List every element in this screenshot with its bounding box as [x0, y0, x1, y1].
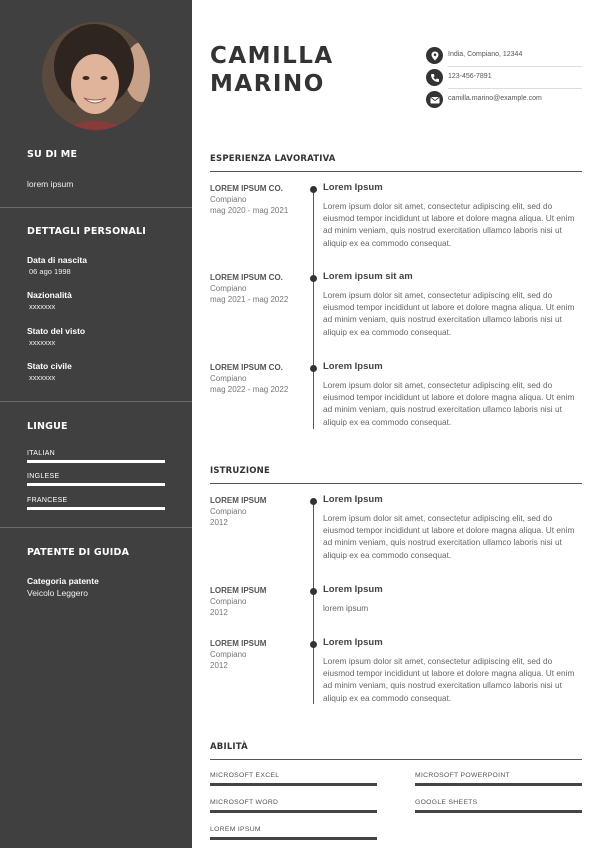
language-level-bar [27, 507, 165, 510]
candidate-name [210, 42, 334, 98]
education-meta [210, 638, 305, 671]
skill-level-bar [415, 810, 582, 813]
skills-title: ABILITÀ [210, 742, 248, 752]
detail-value: xxxxxxx [29, 373, 56, 382]
skill-name: MICROSOFT WORD [210, 799, 279, 806]
location-pin-icon [426, 47, 443, 64]
company-name: LOREM IPSUM CO. [210, 184, 283, 193]
timeline-dot [310, 365, 317, 372]
education-meta [210, 495, 305, 528]
job-dates: mag 2022 - mag 2022 [210, 385, 289, 394]
last-name: MARINO [210, 71, 325, 97]
contact-address [426, 46, 582, 66]
degree-title: Lorem Ipsum [323, 637, 383, 648]
timeline-dot [310, 588, 317, 595]
education-timeline [313, 501, 314, 704]
education-meta [210, 585, 305, 618]
job-description: Lorem ipsum dolor sit amet, consectetur adipiscing elit, sed do eiusmod tempor incididunt ut labore et dolore magna aliqua. Ut enim ad minim veniam, quis nostrud exercitation ullamco laboris nisi ut aliquip ex ea commodo consequat. [323, 290, 575, 337]
contact-phone [426, 68, 582, 88]
language-level-bar [27, 460, 165, 463]
sidebar-divider [0, 401, 192, 402]
school-name: LOREM IPSUM [210, 586, 267, 595]
personal-details-section [27, 226, 167, 237]
job-title: Lorem ipsum sit am [323, 271, 413, 282]
education-year: 2012 [210, 661, 228, 670]
degree-description: Lorem ipsum dolor sit amet, consectetur adipiscing elit, sed do eiusmod tempor incididunt ut labore et dolore magna aliqua. Ut enim ad minim veniam, quis nostrud exercitation ullamco laboris nisi ut aliquip ex ea commodo consequat. [323, 513, 575, 560]
detail-value: xxxxxxx [29, 302, 56, 311]
job-description: Lorem ipsum dolor sit amet, consectetur adipiscing elit, sed do eiusmod tempor incididunt ut labore et dolore magna aliqua. Ut enim ad minim veniam, quis nostrud exercitation ullamco laboris nisi ut aliquip ex ea commodo consequat. [323, 201, 575, 248]
timeline-dot [310, 275, 317, 282]
profile-photo [42, 22, 150, 130]
skill-level-bar [210, 837, 377, 840]
experience-detail [323, 182, 585, 249]
email-text[interactable]: camilla.marino@example.com [448, 95, 542, 102]
about-section [27, 149, 167, 160]
sidebar-divider [0, 527, 192, 528]
experience-timeline [313, 189, 314, 429]
language-name: ITALIAN [27, 450, 56, 457]
languages-title: LINGUE [27, 421, 68, 432]
license-value: Veicolo Leggero [27, 588, 88, 598]
skill-level-bar [210, 810, 377, 813]
contact-divider [448, 88, 582, 89]
language-name: FRANCESE [27, 497, 68, 504]
mail-icon [426, 91, 443, 108]
company-location: Compiano [210, 374, 247, 383]
detail-item [27, 290, 167, 311]
timeline-dot [310, 641, 317, 648]
detail-item [27, 326, 167, 347]
education-title: ISTRUZIONE [210, 466, 271, 476]
license-label: Categoria patente [27, 576, 99, 586]
about-text: lorem ipsum [27, 179, 74, 189]
job-dates: mag 2021 - mag 2022 [210, 295, 289, 304]
languages-section [27, 421, 167, 432]
phone-text[interactable]: 123-456-7891 [448, 73, 492, 80]
school-name: LOREM IPSUM [210, 639, 267, 648]
education-detail [323, 637, 585, 704]
degree-title: Lorem Ipsum [323, 494, 383, 505]
detail-item [27, 361, 167, 382]
about-title: SU DI ME [27, 149, 78, 160]
detail-label: Stato del visto [27, 326, 86, 336]
skill-level-bar [415, 783, 582, 786]
degree-description: lorem ipsum [323, 603, 369, 613]
sidebar-divider [0, 207, 192, 208]
sidebar [0, 0, 192, 848]
education-year: 2012 [210, 608, 228, 617]
company-name: LOREM IPSUM CO. [210, 363, 283, 372]
detail-value: xxxxxxx [29, 338, 56, 347]
school-location: Compiano [210, 597, 247, 606]
experience-meta [210, 272, 305, 305]
experience-title: ESPERIENZA LAVORATIVA [210, 154, 336, 164]
section-rule [210, 483, 582, 484]
timeline-dot [310, 498, 317, 505]
company-location: Compiano [210, 284, 247, 293]
language-level-bar [27, 483, 165, 486]
degree-title: Lorem Ipsum [323, 584, 383, 595]
job-description: Lorem ipsum dolor sit amet, consectetur adipiscing elit, sed do eiusmod tempor incididunt ut labore et dolore magna aliqua. Ut enim ad minim veniam, quis nostrud exercitation ullamco laboris nisi ut aliquip ex ea commodo consequat. [323, 380, 575, 427]
contact-email [426, 90, 582, 110]
detail-label: Nazionalità [27, 290, 72, 300]
job-dates: mag 2020 - mag 2021 [210, 206, 289, 215]
experience-detail [323, 361, 585, 428]
skill-level-bar [210, 783, 377, 786]
section-rule [210, 759, 582, 760]
contact-divider [448, 66, 582, 67]
personal-details-title: DETTAGLI PERSONALI [27, 226, 147, 237]
company-name: LOREM IPSUM CO. [210, 273, 283, 282]
license-item [27, 576, 167, 598]
degree-description: Lorem ipsum dolor sit amet, consectetur adipiscing elit, sed do eiusmod tempor incididunt ut labore et dolore magna aliqua. Ut enim ad minim veniam, quis nostrud exercitation ullamco laboris nisi ut aliquip ex ea commodo consequat. [323, 656, 575, 703]
job-title: Lorem Ipsum [323, 361, 383, 372]
address-text: India, Compiano, 12344 [448, 51, 523, 58]
detail-label: Data di nascita [27, 255, 87, 265]
company-location: Compiano [210, 195, 247, 204]
detail-label: Stato civile [27, 361, 72, 371]
license-section [27, 547, 167, 558]
skill-name: MICROSOFT EXCEL [210, 772, 280, 779]
education-detail [323, 584, 585, 614]
language-name: INGLESE [27, 473, 60, 480]
timeline-dot [310, 186, 317, 193]
education-detail [323, 494, 585, 561]
school-name: LOREM IPSUM [210, 496, 267, 505]
detail-item [27, 255, 167, 276]
experience-detail [323, 271, 585, 338]
skill-name: LOREM IPSUM [210, 826, 261, 833]
first-name: CAMILLA [210, 43, 334, 69]
skill-name: GOOGLE SHEETS [415, 799, 478, 806]
phone-icon [426, 69, 443, 86]
license-title: PATENTE DI GUIDA [27, 547, 130, 558]
education-year: 2012 [210, 518, 228, 527]
job-title: Lorem Ipsum [323, 182, 383, 193]
school-location: Compiano [210, 650, 247, 659]
skill-name: MICROSOFT POWERPOINT [415, 772, 510, 779]
school-location: Compiano [210, 507, 247, 516]
experience-meta [210, 362, 305, 395]
detail-value: 06 ago 1998 [29, 267, 71, 276]
experience-meta [210, 183, 305, 216]
section-rule [210, 171, 582, 172]
